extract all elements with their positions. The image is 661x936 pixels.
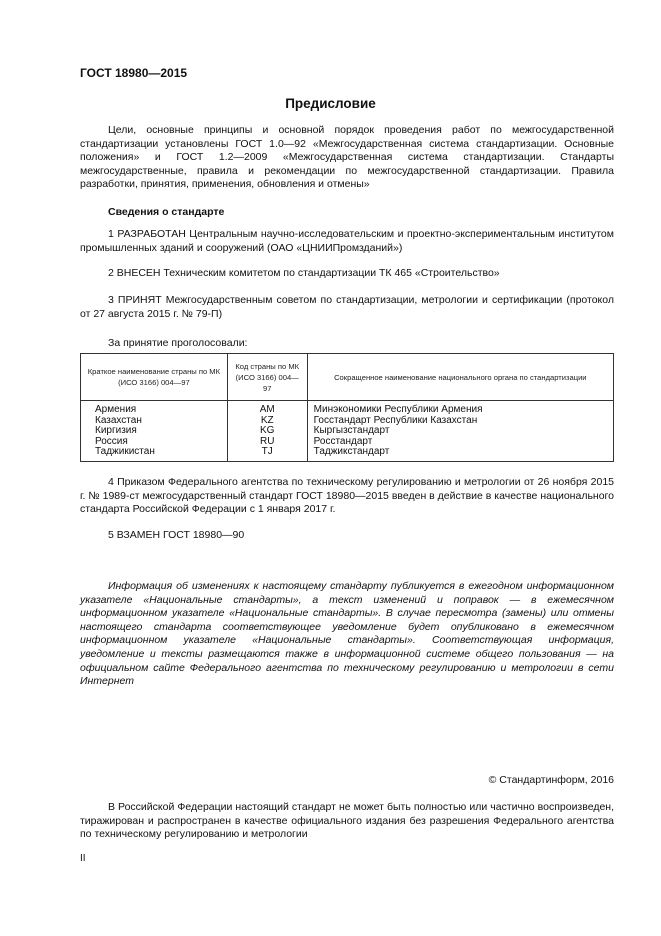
section-title: Сведения о стандарте (108, 206, 225, 218)
table-header-row (81, 354, 614, 401)
changes-info-note: Информация об изменениях к настоящему стандарту публикуется в ежегодном информационном указателе «Национальные стандарты», а текст изменений и поправок — в ежемесячном информационном указателе «Национальные стандарты». В случае пересмотра (замены) или отмены настоящего стандарта соответствующее уведомление будет опубликовано в ежемесячном информационном указателе «Национальные стандарты». Соответствующая информация, уведомление и тексты размещаются также в информационной системе общего пользования — на официальном сайте Федерального агентства по техническому регулированию и метрологии в сети Интернет (80, 580, 614, 688)
page-title: Предисловие (285, 96, 376, 111)
voting-table (80, 353, 614, 462)
table-cell-body: Росстандарт (307, 437, 613, 448)
table-cell-code: TJ (227, 447, 307, 461)
table-row (81, 401, 614, 416)
table-cell-body: Госстандарт Республики Казахстан (307, 416, 613, 427)
item-developed: 1 РАЗРАБОТАН Центральным научно-исследовательским и проектно-экспериментальным институтом промышленных зданий и сооружений (ОАО «ЦНИИПромзданий») (80, 228, 614, 254)
table-cell-code: AM (227, 401, 307, 416)
item-submitted: 2 ВНЕСЕН Техническим комитетом по стандартизации ТК 465 «Строительство» (108, 267, 500, 279)
table-header-code: Код страны по МК (ИСО 3166) 004—97 (227, 354, 307, 401)
vote-label: За принятие проголосовали: (108, 337, 248, 349)
page-number: II (80, 853, 86, 864)
table-cell-country: Россия (81, 437, 228, 448)
intro-paragraph: Цели, основные принципы и основной порядок проведения работ по межгосударственной стандартизации установлены ГОСТ 1.0—92 «Межгосударственная система стандартизации. Основные положения» и ГОСТ 1.2—2009 «Межгосударственная система стандартизации. Стандарты межгосударственные, правила и рекомендации по межгосударственной стандартизации. Правила разработки, принятия, применения, обновления и отмены» (80, 124, 614, 191)
item-replaces: 5 ВЗАМЕН ГОСТ 18980—90 (108, 529, 245, 541)
rights-note: В Российской Федерации настоящий стандарт не может быть полностью или частично воспроизведен, тиражирован и распространен в качестве официального издания без разрешения Федерального агентства по техническому регулированию и метрологии (80, 801, 614, 841)
table-row (81, 447, 614, 461)
table-cell-body: Таджикстандарт (307, 447, 613, 461)
item-adopted: 3 ПРИНЯТ Межгосударственным советом по стандартизации, метрологии и сертификации (протокол от 27 августа 2015 г. № 79-П) (80, 294, 614, 320)
table-cell-code: KZ (227, 416, 307, 427)
table-header-country: Краткое наименование страны по МК (ИСО 3166) 004—97 (81, 354, 228, 401)
copyright: © Стандартинформ, 2016 (488, 774, 614, 786)
table-cell-code: RU (227, 437, 307, 448)
table-cell-body: Минэкономики Республики Армения (307, 401, 613, 416)
table-cell-country: Таджикистан (81, 447, 228, 461)
table-cell-country: Казахстан (81, 416, 228, 427)
item-enacted: 4 Приказом Федерального агентства по техническому регулированию и метрологии от 26 ноября 2015 г. № 1989-ст межгосударственный стандарт ГОСТ 18980—2015 введен в действие в качестве национального стандарта Российской Федерации с 1 января 2017 г. (80, 476, 614, 516)
table-header-body: Сокращенное наименование национального органа по стандартизации (307, 354, 613, 401)
table-cell-code: KG (227, 426, 307, 437)
table-cell-country: Армения (81, 401, 228, 416)
table-cell-body: Кыргызстандарт (307, 426, 613, 437)
table-cell-country: Киргизия (81, 426, 228, 437)
document-code: ГОСТ 18980—2015 (80, 66, 188, 80)
